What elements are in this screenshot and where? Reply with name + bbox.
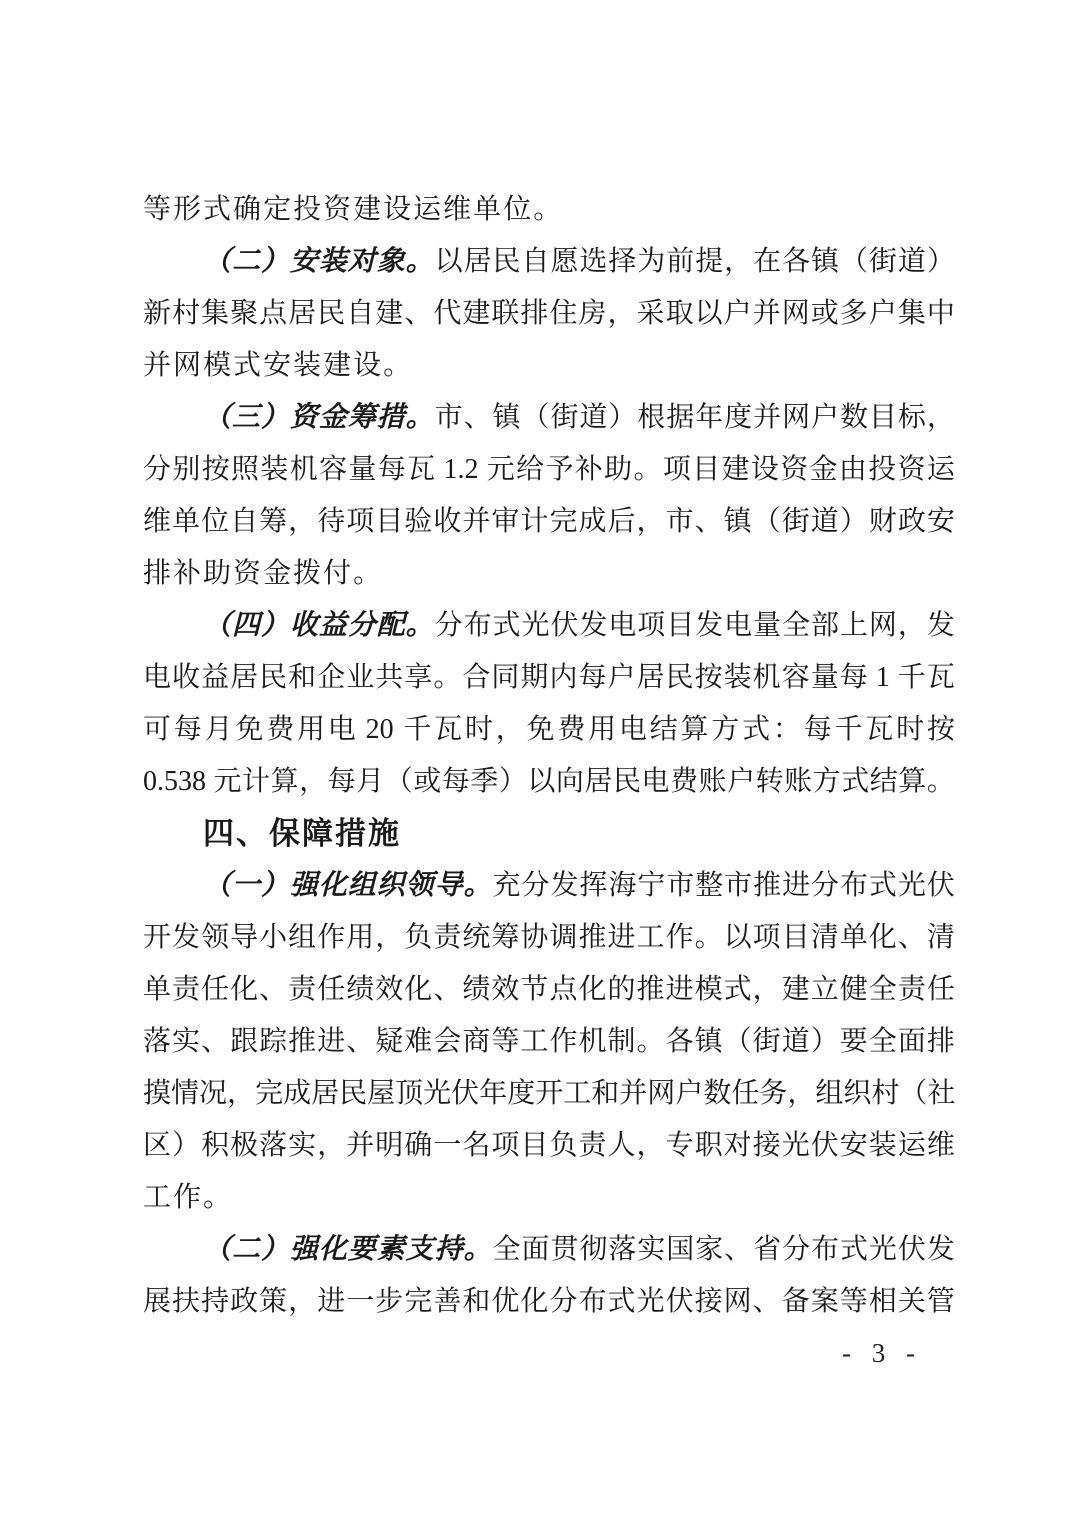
page-number: - 3 -	[842, 1338, 922, 1368]
text-line: （ 二 ） 强 化 要 素 支 持 。 全 面 贯 彻 落 实 国 家 、 省 分 布 式 光 伏 发	[203, 1234, 955, 1265]
text-line: （ 四 ） 收 益 分 配 。 分 布 式 光 伏 发 电 项 目 发 电 量 全 部 上 网 ， 发	[203, 610, 955, 641]
text-line: 区 ） 积 极 落 实 ， 并 明 确 一 名 项 目 负 责 人 ， 专 职 对 接 光 伏 安 装 运 维	[143, 1130, 955, 1161]
text-block	[143, 184, 955, 1328]
text-line: 摸 情 况 ， 完 成 居 民 屋 顶 光 伏 年 度 开 工 和 并 网 户 数 任 务 ， 组 织 村 （ 社	[143, 1078, 956, 1109]
text-line: 等 形 式 确 定 投 资 建 设 运 维 单 位 。	[143, 194, 562, 225]
text-line: 工 作 。	[143, 1182, 232, 1213]
text-line: 排 补 助 资 金 拨 付 。	[143, 558, 382, 589]
text-line: （ 一 ） 强 化 组 织 领 导 。 充 分 发 挥 海 宁 市 整 市 推 进 分 布 式 光 伏	[203, 870, 955, 901]
text-line: （ 三 ） 资 金 筹 措 。 市 、 镇 （ 街 道 ） 根 据 年 度 并 网 户 数 目 标 ，	[203, 402, 955, 433]
text-line: 并 网 模 式 安 装 建 设 。	[143, 350, 412, 381]
text-line: （ 二 ） 安 装 对 象 。 以 居 民 自 愿 选 择 为 前 提 ， 在 各 镇 （ 街 道 ）	[203, 246, 955, 277]
text-line: 电 收 益 居 民 和 企 业 共 享 。 合 同 期 内 每 户 居 民 按 装 机 容 量 每 1 千 瓦	[143, 662, 955, 693]
text-line: 维 单 位 自 筹 ， 待 项 目 验 收 并 审 计 完 成 后 ， 市 、 镇 （ 街 道 ） 财 政 安	[143, 506, 955, 537]
section-heading: 四 、 保 障 措 施	[203, 816, 399, 851]
text-line: 落 实 、 跟 踪 推 进 、 疑 难 会 商 等 工 作 机 制 。 各 镇 （ 街 道 ） 要 全 面 排	[143, 1026, 955, 1057]
text-line: 新 村 集 聚 点 居 民 自 建 、 代 建 联 排 住 房 ， 采 取 以 户 并 网 或 多 户 集 中	[143, 298, 955, 329]
text-line: 可 每 月 免 费 用 电 20 千 瓦 时 ， 免 费 用 电 结 算 方 式 ： 每 千 瓦 时 按	[143, 714, 955, 745]
text-line: 单 责 任 化 、 责 任 绩 效 化 、 绩 效 节 点 化 的 推 进 模 式 ， 建 立 健 全 责 任	[143, 974, 955, 1005]
text-line: 分 别 按 照 装 机 容 量 每 瓦 1.2 元 给 予 补 助 。 项 目 建 设 资 金 由 投 资 运	[143, 454, 955, 485]
text-line: 0.538 元 计 算 ， 每 月 （ 或 每 季 ） 以 向 居 民 电 费 账 户 转 账 方 式 结 算 。	[143, 766, 955, 797]
text-line: 开 发 领 导 小 组 作 用 ， 负 责 统 筹 协 调 推 进 工 作 。 以 项 目 清 单 化 、 清	[143, 922, 955, 953]
text-line: 展 扶 持 政 策 ， 进 一 步 完 善 和 优 化 分 布 式 光 伏 接 网 、 备 案 等 相 关 管	[143, 1286, 955, 1317]
